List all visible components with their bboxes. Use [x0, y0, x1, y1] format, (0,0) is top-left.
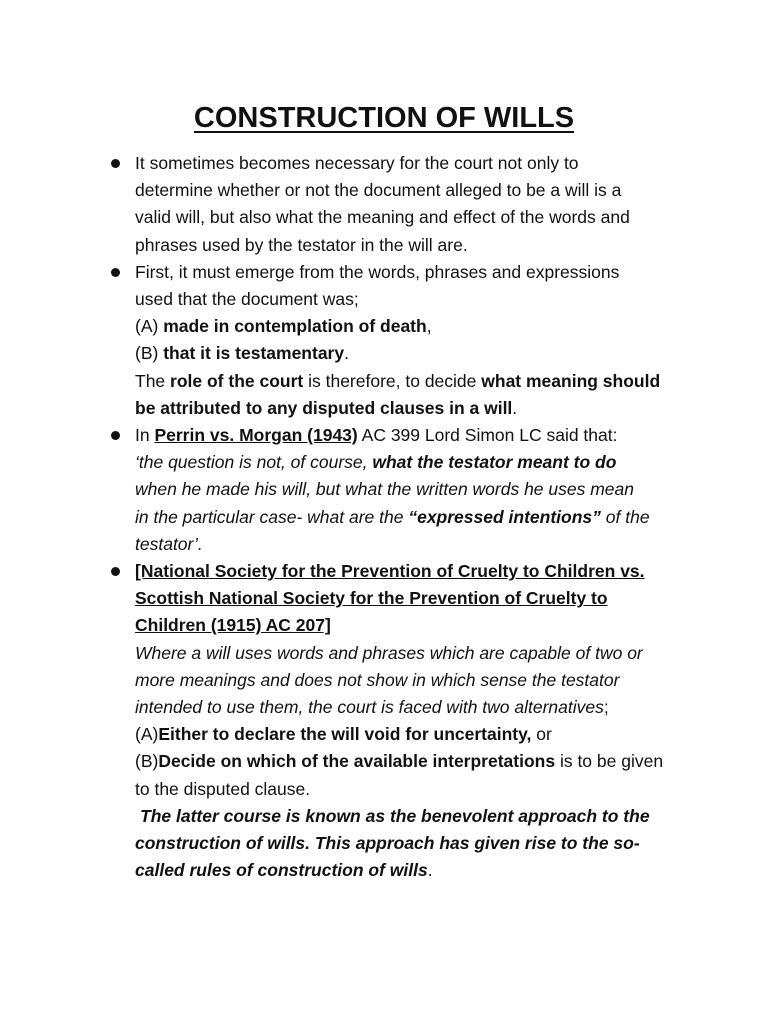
text-line-italic: more meanings and does not show in which sense the testator: [135, 669, 620, 690]
quote-line-4: testator’.: [135, 533, 203, 554]
text-line: determine whether or not the document alleged to be a will is a: [135, 180, 622, 201]
text-line: First, it must emerge from the words, phrases and expressions: [135, 261, 620, 282]
option-a-line: [135, 721, 728, 748]
option-a-suffix: or: [531, 724, 552, 745]
latter-line-2: construction of wills. This approach has given rise to the so-: [135, 833, 640, 854]
option-b-bold: that it is testamentary: [163, 343, 345, 364]
option-a-suffix: ,: [426, 316, 432, 337]
alternatives-italic: intended to use them, the court is faced with two alternatives: [135, 697, 604, 718]
bullet-list: [0, 150, 768, 884]
role-middle: is therefore, to decide: [303, 370, 482, 391]
bullet-item-1: [0, 150, 768, 259]
role-line-1: [135, 368, 728, 395]
quote-line-2: when he made his will, but what the written words he uses mean: [135, 479, 635, 500]
text-line: used that the document was;: [135, 289, 359, 310]
quote-line-1-bold: what the testator meant to do: [372, 452, 617, 473]
case-intro-prefix: In: [135, 425, 155, 446]
quote-line-3-end: of the: [600, 506, 650, 527]
text-line: valid will, but also what the meaning and effect of the words and: [135, 207, 630, 228]
latter-line-1: The latter course is known as the benevolent approach to the: [140, 805, 650, 826]
document-title: CONSTRUCTION OF WILLS: [193, 102, 575, 134]
bullet-item-3: [0, 422, 768, 558]
case-title-line-3: Children (1915) AC 207]: [135, 615, 331, 636]
case-name: Perrin vs. Morgan (1943): [154, 425, 358, 446]
option-b-line-2: to the disputed clause.: [135, 778, 311, 799]
option-b-prefix: (B): [135, 343, 164, 364]
latter-line-3: [135, 857, 728, 884]
role-bold-2: what meaning should: [481, 370, 661, 391]
text-line: phrases used by the testator in the will are.: [135, 234, 468, 255]
option-b-bold: Decide on which of the available interpretations: [158, 751, 556, 772]
text-line: It sometimes becomes necessary for the court not only to: [135, 153, 579, 173]
option-b-line: [135, 340, 728, 367]
role-line-2-bold: be attributed to any disputed clauses in a will: [135, 397, 513, 418]
role-prefix: The: [135, 370, 171, 391]
quote-line-1: [135, 449, 728, 476]
quote-line-3-bold: “expressed intentions”: [408, 506, 601, 527]
latter-line-3-end: .: [427, 860, 433, 881]
quote-line-1-start: ‘the question is not, of course,: [135, 452, 373, 473]
role-line-2-suffix: .: [512, 397, 518, 418]
role-line-2: [135, 395, 728, 422]
case-title-line-2: Scottish National Society for the Prevention of Cruelty to: [135, 588, 608, 609]
option-b-suffix: is to be given: [555, 751, 664, 772]
alternatives-end: ;: [603, 697, 609, 718]
bullet-dot-icon: [111, 431, 120, 440]
option-b-suffix: .: [344, 343, 349, 364]
option-a-bold: made in contemplation of death: [163, 316, 427, 337]
option-a-line: [135, 313, 728, 340]
case-intro-suffix: AC 399 Lord Simon LC said that:: [357, 425, 618, 446]
option-b-prefix: (B): [135, 751, 159, 772]
bullet-item-4: [0, 558, 768, 884]
text-line-italic: Where a will uses words and phrases which are capable of two or: [135, 642, 643, 663]
quote-line-3: [135, 504, 728, 531]
option-a-prefix: (A): [135, 316, 164, 337]
role-bold: role of the court: [170, 370, 304, 391]
latter-line-3-bold-italic: called rules of construction of wills: [135, 860, 428, 881]
option-b-line: [135, 748, 728, 775]
case-title-line-1: [National Society for the Prevention of Cruelty to Children vs.: [135, 561, 645, 582]
text-line-alternatives: [135, 694, 728, 721]
bullet-dot-icon: [111, 567, 120, 576]
bullet-dot-icon: [111, 159, 120, 168]
bullet-item-2: [0, 259, 768, 422]
option-a-bold: Either to declare the will void for uncertainty,: [158, 724, 532, 745]
option-a-prefix: (A): [135, 724, 159, 745]
quote-line-3-start: in the particular case- what are the: [135, 506, 409, 527]
case-intro-line: [135, 422, 728, 449]
bullet-dot-icon: [111, 268, 120, 277]
